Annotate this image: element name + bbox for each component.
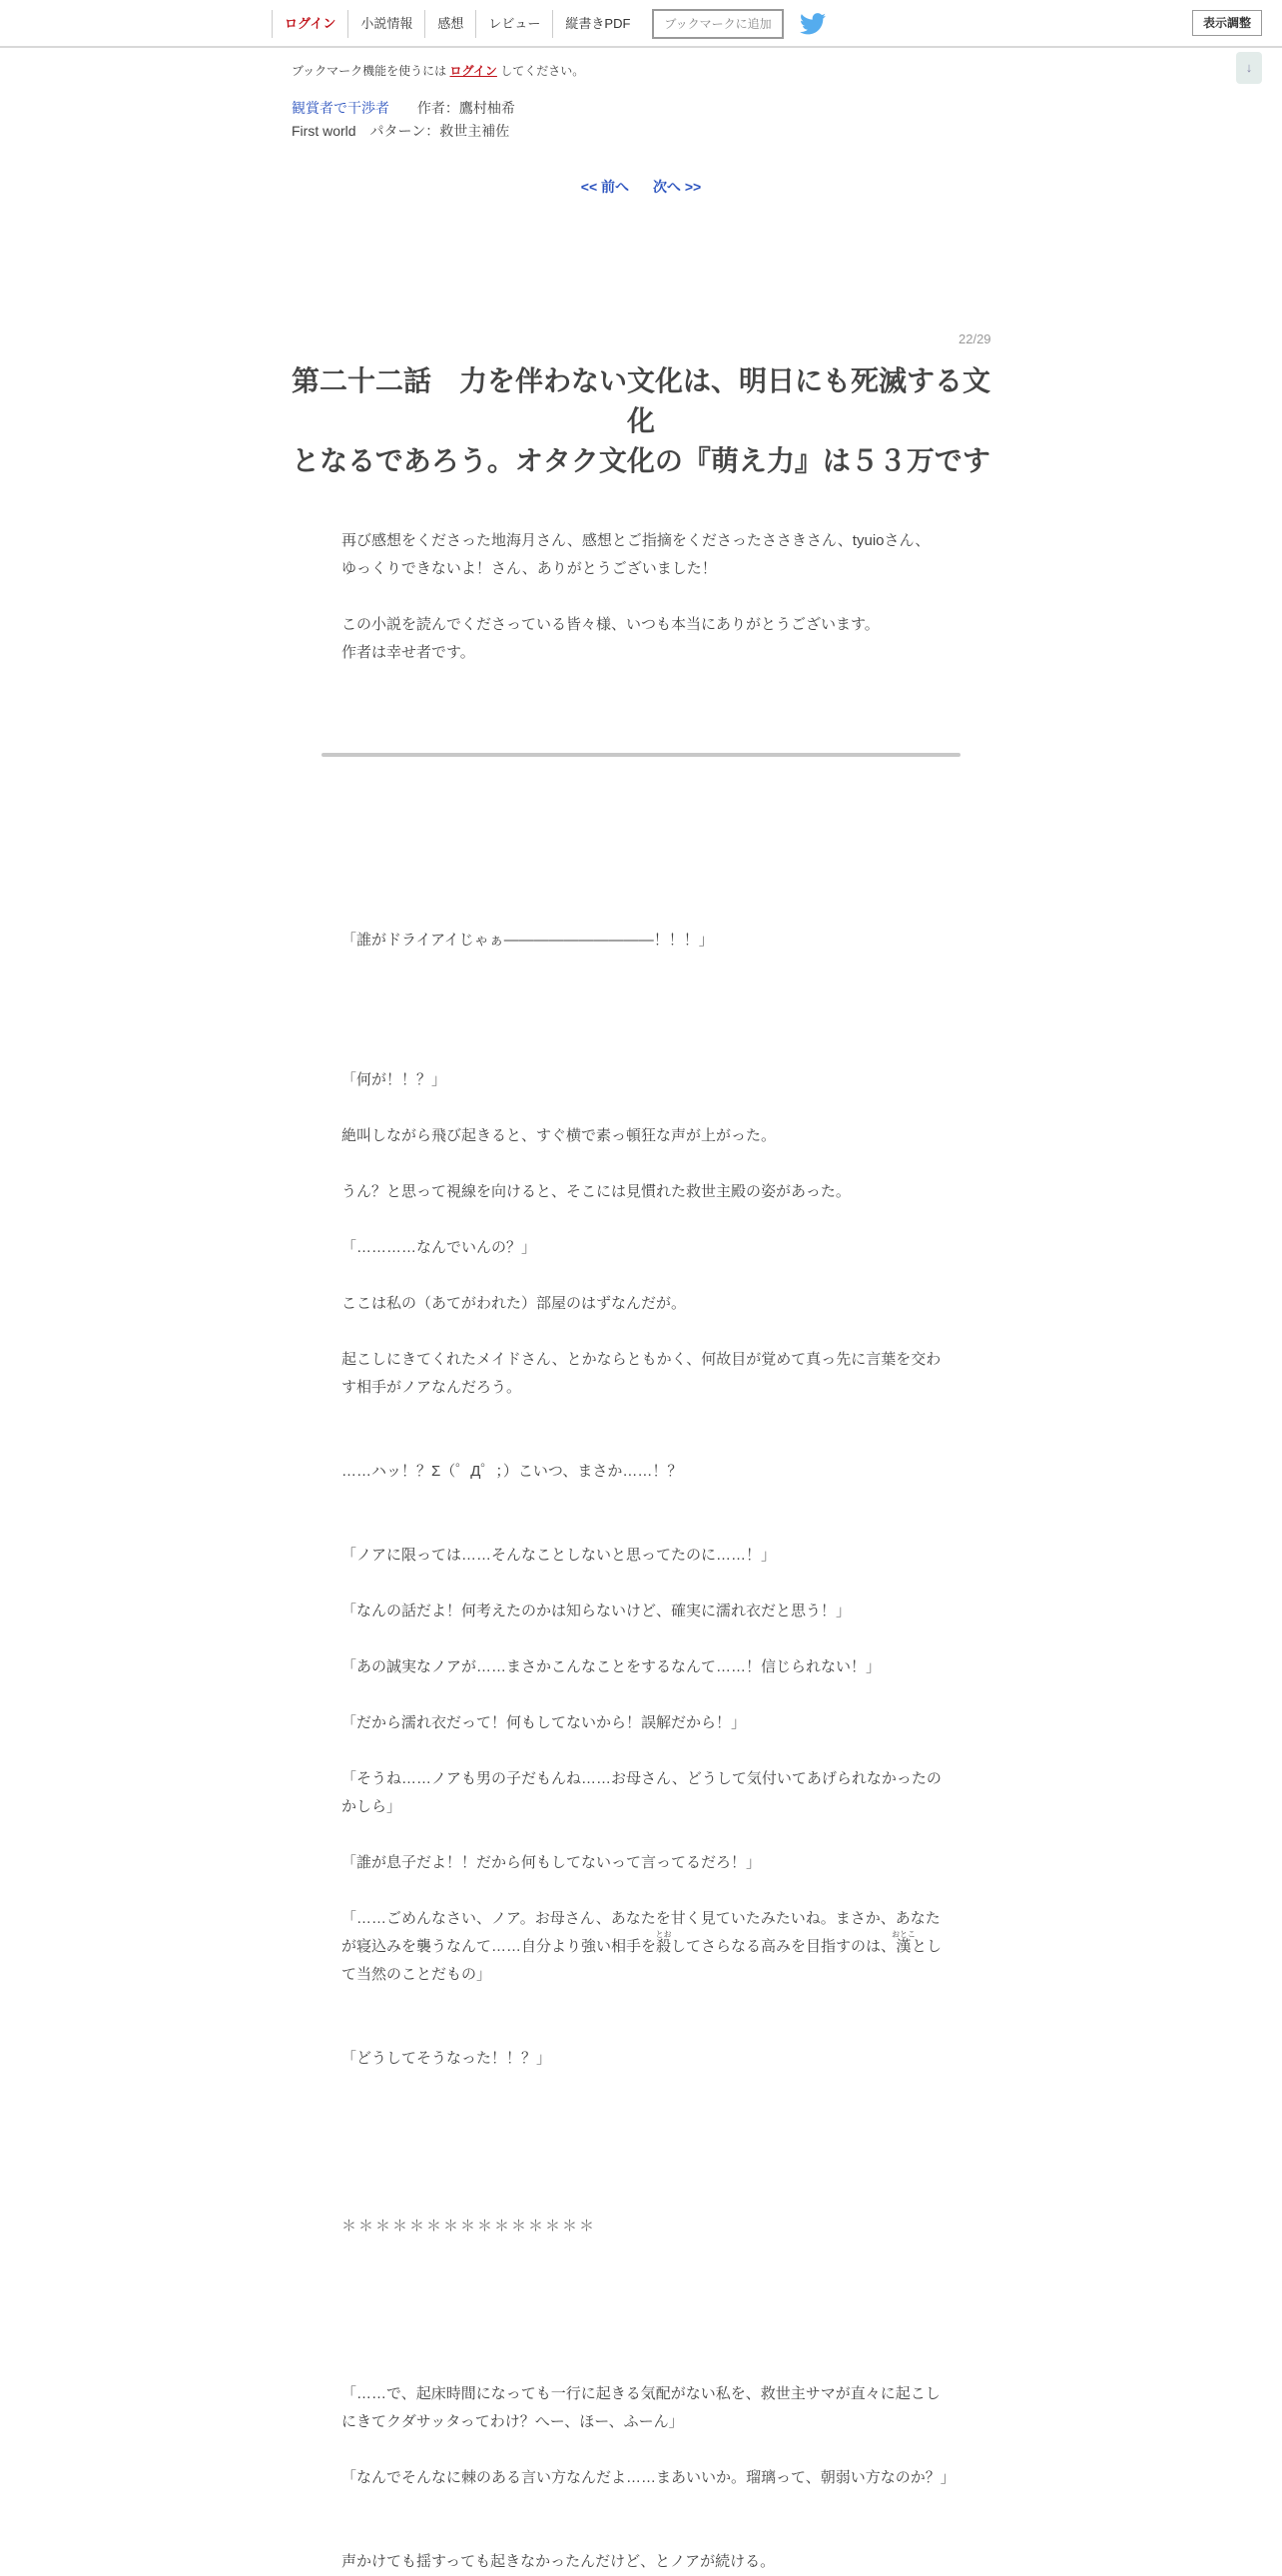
- notice-login-link[interactable]: ログイン: [449, 64, 497, 78]
- chapter-title-line2: となるであろう。オタク文化の『萌え力』は５３万です: [292, 445, 990, 476]
- ruby-annotation: [655, 1930, 672, 1955]
- body-paragraph: 「誰がドライアイじゃぁ――――――――――！！！」: [341, 932, 714, 949]
- body-paragraph: 「なんでそんなに棘のある言い方なんだよ……まあいいか。瑠璃って、朝弱い方なのか？」: [341, 2469, 956, 2486]
- ruby-base: 殺: [655, 1938, 672, 1955]
- body-paragraph: ここは私の（あてがわれた）部屋のはずなんだが。: [341, 1295, 687, 1312]
- ruby-text-part: 「……ごめんなさい、ノア。お母さん、あなたを甘く見ていたみたいね。まさか、あなたが寝込みを襲うなんて……自分より強い相手を: [341, 1910, 941, 1955]
- ruby-base: 漢: [892, 1938, 917, 1955]
- nav-review[interactable]: レビュー: [475, 10, 552, 38]
- body-paragraph: 「誰が息子だよ！！だから何もしてないって言ってるだろ！」: [341, 1854, 762, 1871]
- preface-paragraph: この小説を読んでくださっている皆々様、いつも本当にありがとうございます。: [341, 616, 880, 633]
- body-paragraph: 「…………なんでいんの？」: [341, 1239, 537, 1256]
- nav-impressions[interactable]: 感想: [424, 10, 475, 38]
- ruby-annotation: [892, 1930, 917, 1955]
- nav-novel-info[interactable]: 小説情報: [347, 10, 424, 38]
- body-paragraph: うん？と思って視線を向けると、そこには見慣れた救世主殿の姿があった。: [341, 1183, 851, 1200]
- bookmark-notice: [292, 62, 584, 79]
- next-chapter-link[interactable]: 次へ >>: [652, 179, 702, 195]
- body-paragraph: 「だから濡れ衣だって！何もしてないから！誤解だから！」: [341, 1714, 747, 1731]
- body-paragraph: 「あの誠実なノアが……まさかこんなことをするなんて……！信じられない！」: [341, 1658, 882, 1675]
- body-paragraph: 「どうしてそうなった！！？」: [341, 2050, 552, 2067]
- prev-chapter-link[interactable]: << 前へ: [580, 179, 630, 195]
- chapter-pager: [0, 177, 1282, 197]
- ruby-text-part: してさらなる高みを目指すのは、: [671, 1938, 897, 1955]
- ruby-reading: おとこ: [892, 1930, 917, 1939]
- preface-divider: [321, 753, 961, 757]
- novel-title-link[interactable]: 観賞者で干渉者: [292, 100, 389, 116]
- preface-paragraph: 再び感想をくださった地海月さん、感想とご指摘をくださったささきさん、tyuioさん、ゆっくりできないよ！さん、ありがとうございました！: [341, 532, 931, 577]
- novel-author: 作者：鷹村柚希: [416, 100, 515, 116]
- add-bookmark-button[interactable]: ブックマークに追加: [652, 9, 783, 39]
- page-number: 22/29: [959, 331, 991, 346]
- body-paragraph: 「……で、起床時間になっても一行に起きる気配がない私を、救世主サマが直々に起こしにきてクダサッタってわけ？へー、ほー、ふーん」: [341, 2385, 941, 2430]
- preface-paragraph: 作者は幸せ者です。: [341, 644, 475, 661]
- chapter-title-line1: 第二十二話 力を伴わない文化は、明日にも死滅する文化: [291, 365, 990, 436]
- body-paragraph: 「そうね……ノアも男の子だもんね……お母さん、どうして気付いてあげられなかったのかしら」: [341, 1770, 942, 1815]
- top-navigation-bar: [0, 0, 1282, 48]
- nav-vertical-pdf[interactable]: 縦書きPDF: [552, 10, 642, 38]
- section-separator: ＊＊＊＊＊＊＊＊＊＊＊＊＊＊＊: [341, 2218, 597, 2235]
- nav-login[interactable]: ログイン: [272, 10, 347, 38]
- body-paragraph: 起こしにきてくれたメイドさん、とかならともかく、何故目が覚めて真っ先に言葉を交わす相手がノアなんだろう。: [341, 1351, 942, 1396]
- notice-text-after: してください。: [496, 64, 585, 78]
- display-settings-button[interactable]: 表示調整: [1192, 10, 1262, 36]
- nav-menu: [272, 10, 826, 38]
- body-paragraph: 「何が！！？」: [341, 1071, 447, 1088]
- novel-series: First world パターン：救世主補佐: [292, 123, 510, 139]
- chapter-preface: [341, 527, 941, 695]
- twitter-icon[interactable]: [800, 13, 826, 35]
- body-paragraph-ruby: [341, 1905, 951, 1989]
- body-paragraph: 声かけても揺すっても起きなかったんだけど、とノアが続ける。: [341, 2553, 776, 2570]
- chapter-title: [282, 361, 1000, 481]
- novel-meta: [292, 98, 515, 118]
- notice-text-before: ブックマーク機能を使うには: [292, 64, 450, 78]
- scroll-down-button[interactable]: ↓: [1236, 52, 1262, 84]
- body-paragraph: ……ハッ！？Σ（゜Д゜；）こいつ、まさか……！？: [341, 1463, 683, 1480]
- body-paragraph: 「ノアに限っては……そんなことしないと思ってたのに……！」: [341, 1547, 777, 1564]
- body-paragraph: 絶叫しながら飛び起きると、すぐ横で素っ頓狂な声が上がった。: [341, 1127, 777, 1144]
- body-paragraph: 「なんの話だよ！何考えたのかは知らないけど、確実に濡れ衣だと思う！」: [341, 1603, 852, 1619]
- ruby-text-part: として当然のことだもの」: [341, 1938, 943, 1983]
- ruby-reading: とお: [655, 1930, 672, 1939]
